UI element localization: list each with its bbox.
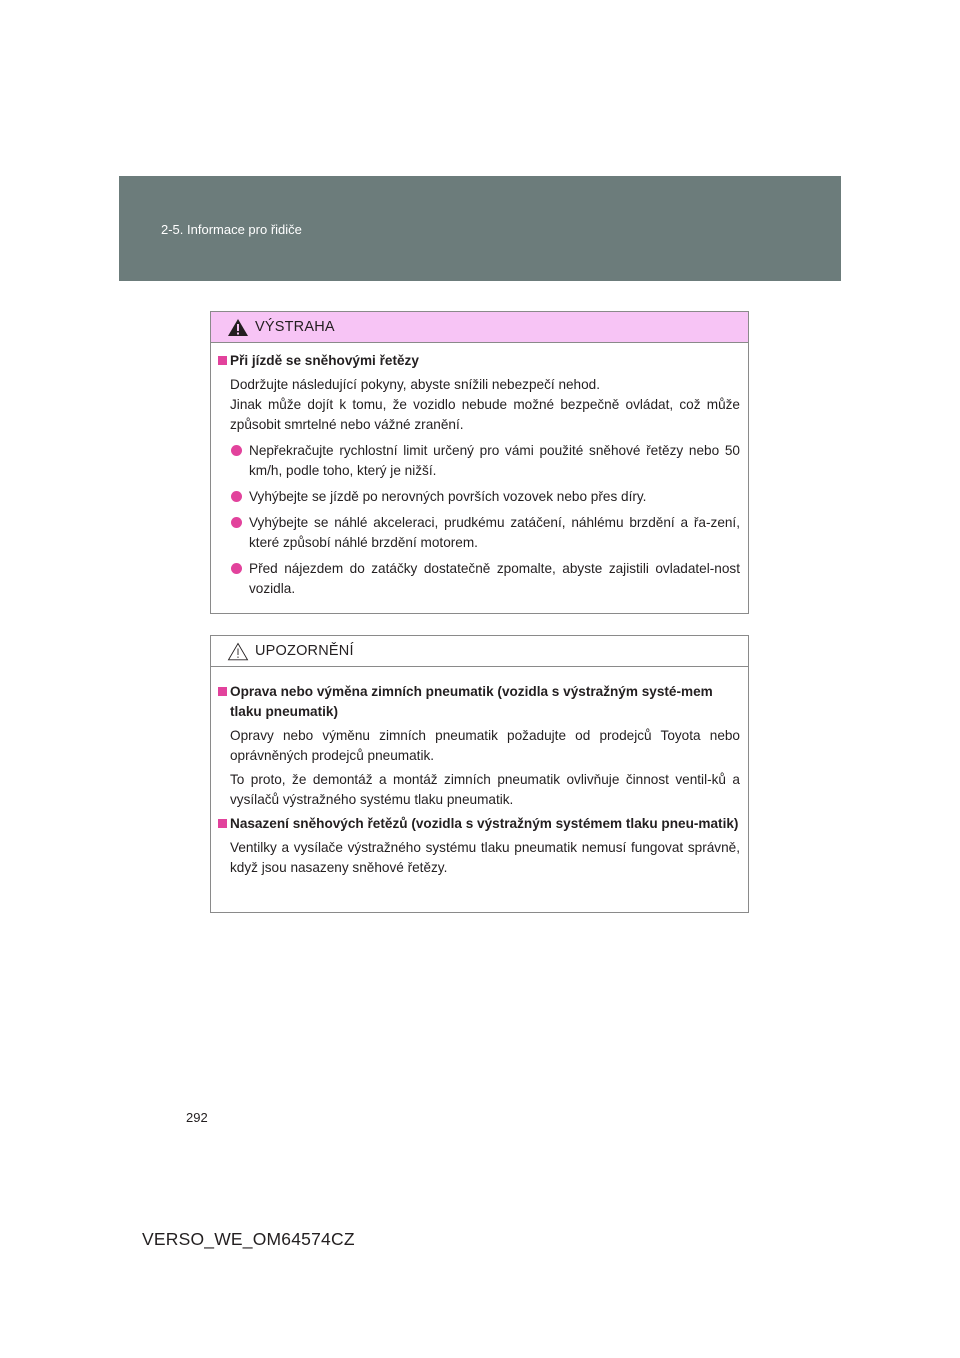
warning-triangle-filled-icon (227, 318, 249, 337)
warning-box (210, 311, 749, 614)
caution-paragraph: Ventilky a vysílače výstražného systému tlaku pneumatik nemusí fungovat správně, když jsou nasazeny sněhové řetězy. (230, 840, 740, 875)
caution-heading-text: Nasazení sněhových řetězů (vozidla s výstražným systémem tlaku pneu-matik) (230, 816, 739, 831)
document-id: VERSO_WE_OM64574CZ (142, 1229, 355, 1249)
warning-heading (218, 351, 740, 371)
warning-content (211, 343, 748, 599)
round-bullet-icon (231, 517, 242, 528)
caution-content (211, 667, 748, 878)
warning-heading-text: Při jízdě se sněhovými řetězy (230, 353, 419, 368)
warning-bullet-text: Vyhýbejte se jízdě po nerovných površích vozovek nebo přes díry. (249, 489, 647, 504)
warning-bullet (218, 513, 740, 553)
warning-box-header (211, 312, 748, 343)
caution-heading-text: Oprava nebo výměna zimních pneumatik (vozidla s výstražným systé-mem tlaku pneumatik) (230, 684, 713, 719)
section-title: 2-5. Informace pro řidiče (161, 222, 302, 237)
warning-intro-2: Jinak může dojít k tomu, že vozidlo nebude možné bezpečně ovládat, což může způsobit smrtelné nebo vážné zranění. (230, 397, 740, 432)
round-bullet-icon (231, 563, 242, 574)
warning-bullet (218, 559, 740, 599)
caution-triangle-outline-icon (227, 642, 249, 661)
warning-bullet (218, 487, 740, 507)
square-bullet-icon (218, 687, 227, 696)
warning-bullet-text: Nepřekračujte rychlostní limit určený pro vámi použité sněhové řetězy nebo 50 km/h, podle toho, který je nižší. (249, 443, 740, 478)
caution-title: UPOZORNĚNÍ (255, 643, 354, 659)
caution-paragraph: To proto, že demontáž a montáž zimních pneumatik ovlivňuje činnost ventil-ků a vysílačů výstražného systému tlaku pneumatik. (230, 772, 740, 807)
caution-box-header (211, 636, 748, 667)
caution-heading (218, 814, 740, 834)
page-number: 292 (186, 1110, 208, 1125)
warning-bullet-text: Vyhýbejte se náhlé akceleraci, prudkému zatáčení, náhlému brzdění a řa-zení, které způsobí náhlé brzdění motorem. (249, 515, 740, 550)
section-header-bar (119, 176, 841, 281)
warning-intro: Dodržujte následující pokyny, abyste snížili nebezpečí nehod. (230, 377, 601, 392)
square-bullet-icon (218, 356, 227, 365)
caution-paragraph: Opravy nebo výměnu zimních pneumatik požadujte od prodejců Toyota nebo oprávněných prodejců pneumatik. (230, 728, 740, 763)
caution-box (210, 635, 749, 913)
round-bullet-icon (231, 445, 242, 456)
square-bullet-icon (218, 819, 227, 828)
warning-bullet-text: Před nájezdem do zatáčky dostatečně zpomalte, abyste zajistili ovladatel-nost vozidla. (249, 561, 740, 596)
round-bullet-icon (231, 491, 242, 502)
warning-title: VÝSTRAHA (255, 319, 335, 335)
warning-bullet (218, 441, 740, 481)
caution-heading (218, 682, 740, 722)
